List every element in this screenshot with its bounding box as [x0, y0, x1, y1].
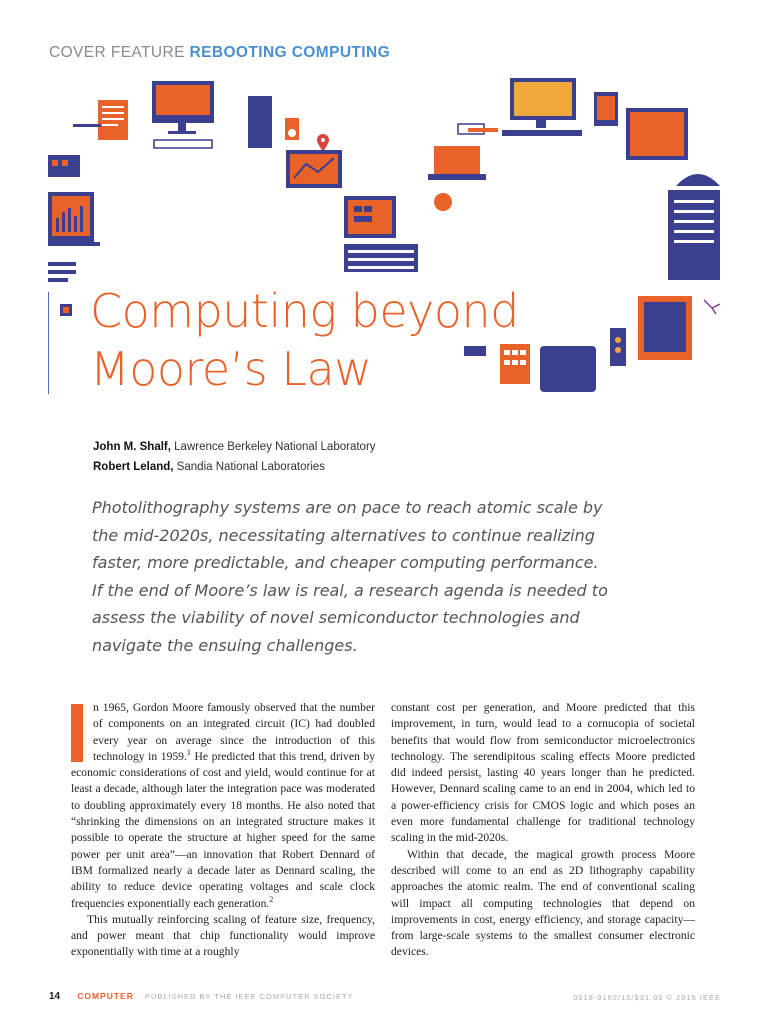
reference-marker: 1: [186, 748, 191, 758]
monitor-device: [152, 81, 214, 148]
title-line-2: Moore’s Law: [90, 342, 372, 396]
right-monitor-device: [502, 78, 582, 136]
author-2: [93, 457, 376, 477]
author-1: [93, 437, 376, 457]
author-affiliation: Lawrence Berkeley National Laboratory: [174, 441, 376, 453]
issn-line: 0018-9162/15/$31.00 © 2015 IEEE: [573, 993, 721, 1002]
console-device: [540, 346, 596, 392]
center-computer-device: [344, 196, 418, 272]
publisher-line: PUBLISHED BY THE IEEE COMPUTER SOCIETY: [144, 992, 354, 1001]
speaker-device: [434, 193, 452, 211]
topic-label: REBOOTING COMPUTING: [189, 44, 391, 61]
share-icon: [704, 300, 720, 314]
author-name: John M. Shalf,: [93, 441, 171, 453]
title-line-1: Computing beyond: [90, 284, 519, 338]
location-pin-icon: [317, 134, 329, 152]
paragraph: Within that decade, the magical growth process Moore described will come to an end as 2D lithography capability approaches the atomic realm. The end of conventional scaling will impact all computing technologies that depend on improvements in cost, energy efficiency, and storage capacity—from large-scale systems to the smallest consumer electronic devices.: [391, 847, 695, 959]
map-tablet-device: [286, 150, 342, 188]
author-name: Robert Leland,: [93, 461, 174, 473]
robot-tower-device: [668, 174, 720, 280]
paragraph: This mutually reinforcing scaling of feature size, frequency, and power meant that chip functionality would improve exponentially with time at a roughly: [71, 912, 375, 959]
document-device: [73, 100, 128, 140]
laptop-chart-device: [48, 192, 100, 282]
reference-marker: 2: [269, 894, 274, 904]
vr-headset-device: [428, 124, 498, 180]
article-title: [90, 282, 519, 398]
paragraph: n 1965, Gordon Moore famously observed that the number of components on an integrated circuit (IC) had doubled every year on average since the introduction of this technology in 1959.$^1$ He predicted that this trend, driven by economic considerations of cost and yield, would continue for at least a decade, although later the integration pace was moderated to doubling approximately every 18 months. He also noted that “shrinking the dimensions on an integrated structure makes it possible to operate the structure at higher speed for the same power per unit area”—an innovation that Robert Dennard of IBM formalized nearly a decade later as Dennard scaling, the ability to reduce device operating voltages and scale clock frequencies exponentially each generation.$^2$: [71, 701, 375, 910]
running-header: [49, 44, 390, 62]
body-column-right: [391, 700, 695, 961]
body-column-left: [71, 700, 375, 961]
magazine-name: COMPUTER: [77, 991, 134, 1001]
author-affiliation: Sandia National Laboratories: [176, 461, 326, 473]
section-label: COVER FEATURE: [49, 44, 185, 61]
title-rule: [48, 292, 49, 394]
drop-cap: [71, 704, 83, 762]
author-list: [93, 437, 376, 477]
page-number: 14: [49, 991, 61, 1002]
abstract: Photolithography systems are on pace to reach atomic scale by the mid-2020s, necessitating alternatives to continue realizing faster, more predictable, and cheaper computing performance. If the end of Moore’s law is real, a research agenda is needed to assess the viability of novel semiconductor technologies and navigate the ensuing challenges.: [92, 498, 608, 655]
tower-device: [248, 96, 272, 148]
page-footer: [49, 991, 721, 1002]
paragraph: constant cost per generation, and Moore predicted that this improvement, in turn, would lead to a cornucopia of societal benefits that would flow from semiconductor microelectronics technology. The serendipitous scaling effects Moore predicted did indeed persist, lasting 40 years longer than he predicted. However, Dennard scaling came to an end in 2004, which led to a power-efficiency crisis for CMOS logic and which poses an even more fundamental challenge for traditional technology scaling in the mid-2020s.: [391, 701, 695, 845]
